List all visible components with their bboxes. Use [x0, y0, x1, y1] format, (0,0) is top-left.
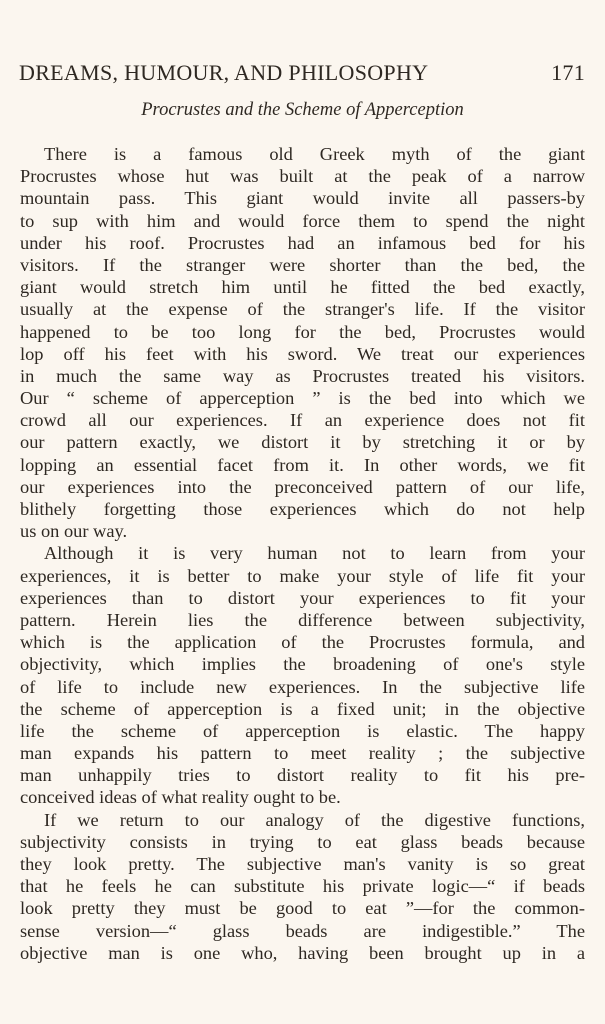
body-text [20, 143, 585, 964]
text-line: man unhappily tries to distort reality to fit his pre- [20, 765, 585, 786]
text-line: they look pretty. The subjective man's vanity is so great [20, 854, 585, 874]
text-line: Our “ scheme of apperception ” is the bed into which we [20, 388, 585, 409]
text-line: experiences than to distort your experiences to fit your [20, 587, 585, 608]
text-line: giant would stretch him until he fitted the bed exactly, [20, 277, 585, 298]
text-line: under his roof. Procrustes had an infamous bed for his [20, 232, 585, 253]
text-line: mountain pass. This giant would invite all passers-by [20, 188, 585, 209]
running-head [19, 60, 585, 88]
text-line: man expands his pattern to meet reality ; the subjective [20, 743, 585, 764]
text-line: objectivity, which implies the broadening of one's style [20, 654, 585, 675]
section-heading: Procrustes and the Scheme of Apperception [141, 100, 464, 120]
page-number: 171 [551, 60, 585, 85]
text-line: Procrustes whose hut was built at the peak of a narrow [20, 166, 585, 187]
text-line: of life to include new experiences. In the subjective life [20, 676, 585, 697]
text-line: our experiences into the preconceived pattern of our life, [20, 476, 585, 497]
paragraph-first-line: If we return to our analogy of the digestive functions, [44, 809, 585, 830]
running-head-title: DREAMS, HUMOUR, AND PHILOSOPHY [19, 60, 429, 85]
text-line: life the scheme of apperception is elastic. The happy [20, 720, 585, 741]
text-line: experiences, it is better to make your style of life fit your [20, 565, 585, 586]
text-line: which is the application of the Procrustes formula, and [20, 632, 585, 653]
text-line: our pattern exactly, we distort it by stretching it or by [20, 432, 585, 453]
text-line: sense version—“ glass beads are indigestible.” The [20, 920, 585, 941]
text-line: look pretty they must be good to eat ”—for the common- [20, 898, 585, 919]
text-line: visitors. If the stranger were shorter than the bed, the [20, 254, 585, 275]
text-line: objective man is one who, having been brought up in a [20, 942, 585, 963]
paragraph-first-line: There is a famous old Greek myth of the giant [44, 144, 585, 164]
text-line: in much the same way as Procrustes treated his visitors. [20, 365, 585, 386]
text-line: lopping an essential facet from it. In other words, we fit [20, 454, 585, 475]
text-line: to sup with him and would force them to spend the night [20, 210, 585, 231]
text-line: lop off his feet with his sword. We treat our experiences [20, 343, 585, 364]
text-line: conceived ideas of what reality ought to be. [20, 787, 341, 808]
text-line: happened to be too long for the bed, Procrustes would [20, 321, 585, 342]
text-line: us on our way. [20, 521, 128, 542]
paragraph-first-line: Although it is very human not to learn from your [44, 543, 585, 564]
text-line: that he feels he can substitute his private logic—“ if beads [20, 876, 585, 897]
text-line: the scheme of apperception is a fixed unit; in the objective [20, 698, 585, 719]
text-line: pattern. Herein lies the difference between subjectivity, [20, 609, 585, 630]
text-line: blithely forgetting those experiences which do not help [20, 499, 585, 519]
text-line: usually at the expense of the stranger's life. If the visitor [20, 299, 585, 320]
text-line: crowd all our experiences. If an experience does not fit [20, 410, 585, 431]
text-line: subjectivity consists in trying to eat glass beads because [20, 831, 585, 852]
